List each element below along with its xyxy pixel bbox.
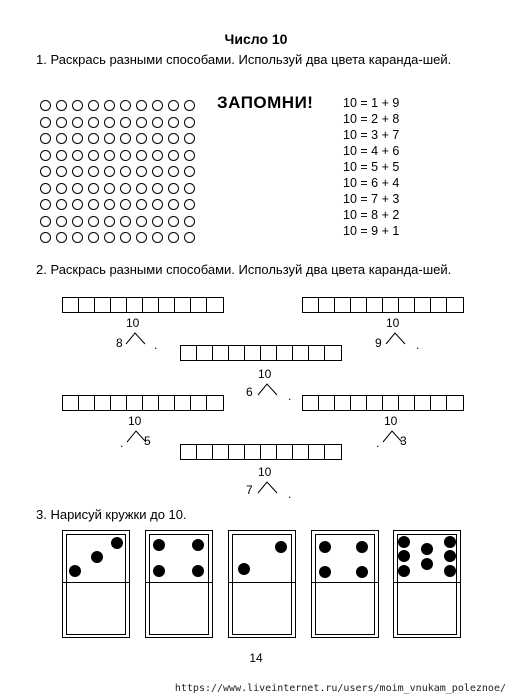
colorable-cell[interactable] [229, 445, 245, 459]
colorable-circle[interactable] [168, 216, 179, 227]
colorable-circle[interactable] [56, 183, 67, 194]
domino-top [146, 531, 212, 583]
colorable-cell[interactable] [309, 346, 325, 360]
colorable-cell[interactable] [191, 298, 207, 312]
dot [444, 565, 456, 577]
colorable-cell[interactable] [319, 396, 335, 410]
colorable-circle[interactable] [168, 117, 179, 128]
colorable-circle[interactable] [184, 133, 195, 144]
colorable-circle[interactable] [136, 117, 147, 128]
remember-heading: ЗАПОМНИ! [217, 93, 314, 112]
colorable-cell[interactable] [325, 346, 341, 360]
colorable-circle[interactable] [120, 100, 131, 111]
colorable-cell[interactable] [213, 346, 229, 360]
cell-strip[interactable] [180, 345, 342, 361]
page-title: Число 10 [224, 31, 288, 47]
colorable-cell[interactable] [175, 396, 191, 410]
colorable-circle[interactable] [120, 199, 131, 210]
domino-top [312, 531, 378, 583]
dot [421, 543, 433, 555]
dot [91, 551, 103, 563]
equation: 10 = 8 + 2 [343, 208, 400, 222]
colorable-cell[interactable] [277, 445, 293, 459]
equation: 10 = 4 + 6 [343, 144, 400, 158]
colorable-circle[interactable] [184, 183, 195, 194]
colorable-circle[interactable] [40, 199, 51, 210]
colorable-circle[interactable] [168, 100, 179, 111]
dot [319, 566, 331, 578]
colorable-cell[interactable] [95, 298, 111, 312]
colorable-circle[interactable] [136, 100, 147, 111]
split-total: 10 [128, 414, 142, 428]
number-split [374, 414, 424, 450]
colorable-cell[interactable] [197, 346, 213, 360]
colorable-cell[interactable] [79, 298, 95, 312]
split-left[interactable]: 9 [375, 336, 382, 350]
colorable-cell[interactable] [415, 396, 431, 410]
colorable-cell[interactable] [175, 298, 191, 312]
colorable-cell[interactable] [431, 396, 447, 410]
colorable-circle[interactable] [56, 199, 67, 210]
source-watermark: https://www.liveinternet.ru/users/moim_vnukam_poleznoe/ [174, 683, 506, 694]
colorable-circle[interactable] [56, 117, 67, 128]
colorable-circle[interactable] [72, 100, 83, 111]
equation: 10 = 2 + 8 [343, 112, 400, 126]
colorable-circle[interactable] [152, 199, 163, 210]
domino-inner-frame [66, 534, 126, 635]
colorable-cell[interactable] [293, 346, 309, 360]
colorable-circle[interactable] [88, 117, 99, 128]
colorable-circle[interactable] [120, 216, 131, 227]
colorable-circle[interactable] [168, 133, 179, 144]
colorable-circle[interactable] [120, 183, 131, 194]
cell-strip[interactable] [180, 444, 342, 460]
number-split [244, 367, 294, 403]
dot [444, 550, 456, 562]
colorable-cell[interactable] [351, 298, 367, 312]
colorable-cell[interactable] [207, 396, 223, 410]
colorable-circle[interactable] [152, 150, 163, 161]
colorable-cell[interactable] [261, 346, 277, 360]
colorable-circle[interactable] [40, 232, 51, 243]
colorable-circle[interactable] [184, 166, 195, 177]
task-1-instruction: 1. Раскрась разными способами. Используй два цвета каранда-шей. [36, 52, 452, 67]
domino-card[interactable] [145, 530, 213, 638]
colorable-circle[interactable] [72, 199, 83, 210]
colorable-cell[interactable] [79, 396, 95, 410]
equation: 10 = 6 + 4 [343, 176, 400, 190]
colorable-circle[interactable] [184, 232, 195, 243]
colorable-circle[interactable] [88, 232, 99, 243]
split-lines [257, 480, 281, 494]
colorable-circle[interactable] [104, 199, 115, 210]
colorable-circle[interactable] [72, 117, 83, 128]
cell-strip[interactable] [302, 395, 464, 411]
colorable-cell[interactable] [111, 298, 127, 312]
colorable-circle[interactable] [40, 133, 51, 144]
colorable-cell[interactable] [447, 298, 463, 312]
colorable-circle[interactable] [40, 166, 51, 177]
colorable-cell[interactable] [95, 396, 111, 410]
split-total: 10 [386, 316, 400, 330]
colorable-cell[interactable] [293, 445, 309, 459]
cell-strip[interactable] [302, 297, 464, 313]
colorable-circle[interactable] [72, 150, 83, 161]
dot [398, 536, 410, 548]
colorable-circle[interactable] [136, 199, 147, 210]
colorable-circle[interactable] [152, 166, 163, 177]
split-left[interactable]: 7 [246, 483, 253, 497]
colorable-cell[interactable] [181, 445, 197, 459]
dot [319, 541, 331, 553]
dot [111, 537, 123, 549]
dot [398, 550, 410, 562]
equation-list [343, 95, 399, 239]
colorable-cell[interactable] [245, 445, 261, 459]
colorable-cell[interactable] [399, 396, 415, 410]
domino-card[interactable] [62, 530, 130, 638]
colorable-circle[interactable] [168, 183, 179, 194]
split-right[interactable]: . [288, 487, 292, 501]
domino-card[interactable] [228, 530, 296, 638]
dot [444, 536, 456, 548]
colorable-circle[interactable] [56, 166, 67, 177]
colorable-circle[interactable] [72, 166, 83, 177]
split-right[interactable]: 5 [144, 434, 151, 448]
equation: 10 = 9 + 1 [343, 224, 400, 238]
colorable-cell[interactable] [351, 396, 367, 410]
colorable-cell[interactable] [111, 396, 127, 410]
number-split [118, 414, 168, 450]
colorable-cell[interactable] [181, 346, 197, 360]
colorable-cell[interactable] [127, 396, 143, 410]
dot [238, 563, 250, 575]
colorable-circle[interactable] [56, 216, 67, 227]
colorable-circle[interactable] [40, 183, 51, 194]
colorable-circle[interactable] [104, 216, 115, 227]
colorable-circle[interactable] [168, 166, 179, 177]
colorable-cell[interactable] [261, 445, 277, 459]
colorable-circle[interactable] [104, 166, 115, 177]
colorable-cell[interactable] [335, 298, 351, 312]
colorable-cell[interactable] [245, 346, 261, 360]
colorable-cell[interactable] [143, 298, 159, 312]
colorable-circle[interactable] [88, 166, 99, 177]
colorable-cell[interactable] [335, 396, 351, 410]
colorable-circle[interactable] [120, 117, 131, 128]
equation: 10 = 7 + 3 [343, 192, 400, 206]
colorable-cell[interactable] [447, 396, 463, 410]
colorable-circle[interactable] [184, 199, 195, 210]
colorable-cell[interactable] [303, 298, 319, 312]
colorable-circle[interactable] [120, 150, 131, 161]
colorable-circle[interactable] [88, 199, 99, 210]
colorable-circle[interactable] [184, 100, 195, 111]
equation: 10 = 1 + 9 [343, 96, 400, 110]
colorable-circle[interactable] [104, 100, 115, 111]
split-left[interactable]: . [376, 436, 380, 450]
colorable-cell[interactable] [159, 396, 175, 410]
domino-card[interactable] [393, 530, 461, 638]
colorable-cell[interactable] [383, 396, 399, 410]
split-total: 10 [384, 414, 398, 428]
colorable-circle[interactable] [40, 216, 51, 227]
split-total: 10 [126, 316, 140, 330]
dot [421, 558, 433, 570]
colorable-cell[interactable] [319, 298, 335, 312]
colorable-cell[interactable] [325, 445, 341, 459]
colorable-circle[interactable] [120, 232, 131, 243]
split-left[interactable]: 8 [116, 336, 123, 350]
colorable-circle[interactable] [104, 183, 115, 194]
equation: 10 = 5 + 5 [343, 160, 400, 174]
colorable-cell[interactable] [127, 298, 143, 312]
dot [69, 565, 81, 577]
colorable-circle[interactable] [104, 133, 115, 144]
task-2-instruction: 2. Раскрась разными способами. Используй два цвета каранда-шей. [36, 262, 452, 277]
circle-grid [38, 98, 198, 247]
colorable-circle[interactable] [40, 150, 51, 161]
domino-top [229, 531, 295, 583]
colorable-circle[interactable] [152, 216, 163, 227]
colorable-cell[interactable] [229, 346, 245, 360]
colorable-circle[interactable] [136, 166, 147, 177]
colorable-circle[interactable] [136, 150, 147, 161]
colorable-cell[interactable] [197, 445, 213, 459]
colorable-circle[interactable] [88, 100, 99, 111]
colorable-cell[interactable] [309, 445, 325, 459]
colorable-circle[interactable] [40, 117, 51, 128]
colorable-circle[interactable] [184, 117, 195, 128]
colorable-circle[interactable] [184, 216, 195, 227]
split-left[interactable]: . [120, 436, 124, 450]
colorable-circle[interactable] [136, 232, 147, 243]
equation: 10 = 3 + 7 [343, 128, 400, 142]
domino-card[interactable] [311, 530, 379, 638]
colorable-circle[interactable] [168, 199, 179, 210]
colorable-cell[interactable] [63, 396, 79, 410]
split-right[interactable]: . [416, 338, 420, 352]
colorable-cell[interactable] [277, 346, 293, 360]
split-right[interactable]: 3 [400, 434, 407, 448]
colorable-circle[interactable] [56, 150, 67, 161]
dot [192, 565, 204, 577]
colorable-circle[interactable] [104, 117, 115, 128]
colorable-circle[interactable] [72, 133, 83, 144]
colorable-circle[interactable] [72, 216, 83, 227]
colorable-circle[interactable] [104, 150, 115, 161]
dot [192, 539, 204, 551]
dot [398, 565, 410, 577]
colorable-cell[interactable] [431, 298, 447, 312]
colorable-circle[interactable] [136, 216, 147, 227]
colorable-circle[interactable] [56, 100, 67, 111]
colorable-cell[interactable] [367, 298, 383, 312]
colorable-circle[interactable] [152, 100, 163, 111]
page-number: 14 [249, 651, 263, 665]
colorable-circle[interactable] [72, 232, 83, 243]
colorable-circle[interactable] [168, 150, 179, 161]
split-right[interactable]: . [154, 338, 158, 352]
colorable-circle[interactable] [56, 232, 67, 243]
colorable-circle[interactable] [120, 133, 131, 144]
colorable-circle[interactable] [56, 133, 67, 144]
split-total: 10 [258, 367, 272, 381]
colorable-cell[interactable] [207, 298, 223, 312]
colorable-circle[interactable] [184, 150, 195, 161]
split-lines [385, 331, 409, 345]
dot [153, 539, 165, 551]
colorable-cell[interactable] [213, 445, 229, 459]
colorable-circle[interactable] [88, 183, 99, 194]
domino-top [394, 531, 460, 583]
number-split [244, 465, 294, 501]
colorable-circle[interactable] [152, 183, 163, 194]
colorable-circle[interactable] [88, 150, 99, 161]
colorable-circle[interactable] [152, 133, 163, 144]
colorable-cell[interactable] [367, 396, 383, 410]
task-3-instruction: 3. Нарисуй кружки до 10. [36, 507, 187, 522]
split-right[interactable]: . [288, 389, 292, 403]
split-lines [257, 382, 281, 396]
colorable-cell[interactable] [303, 396, 319, 410]
dot [356, 541, 368, 553]
colorable-circle[interactable] [72, 183, 83, 194]
colorable-cell[interactable] [191, 396, 207, 410]
cell-strip[interactable] [62, 395, 224, 411]
colorable-cell[interactable] [63, 298, 79, 312]
colorable-circle[interactable] [136, 133, 147, 144]
colorable-circle[interactable] [136, 183, 147, 194]
colorable-circle[interactable] [104, 232, 115, 243]
colorable-circle[interactable] [152, 117, 163, 128]
colorable-circle[interactable] [168, 232, 179, 243]
colorable-circle[interactable] [152, 232, 163, 243]
colorable-cell[interactable] [143, 396, 159, 410]
colorable-circle[interactable] [88, 216, 99, 227]
split-left[interactable]: 6 [246, 385, 253, 399]
dot [356, 566, 368, 578]
colorable-cell[interactable] [159, 298, 175, 312]
dot [275, 541, 287, 553]
split-lines [125, 331, 149, 345]
colorable-circle[interactable] [120, 166, 131, 177]
colorable-cell[interactable] [415, 298, 431, 312]
colorable-circle[interactable] [40, 100, 51, 111]
domino-top [63, 531, 129, 583]
colorable-circle[interactable] [88, 133, 99, 144]
split-total: 10 [258, 465, 272, 479]
number-split [112, 316, 162, 352]
colorable-cell[interactable] [399, 298, 415, 312]
cell-strip[interactable] [62, 297, 224, 313]
number-split [372, 316, 422, 352]
colorable-cell[interactable] [383, 298, 399, 312]
dot [153, 565, 165, 577]
